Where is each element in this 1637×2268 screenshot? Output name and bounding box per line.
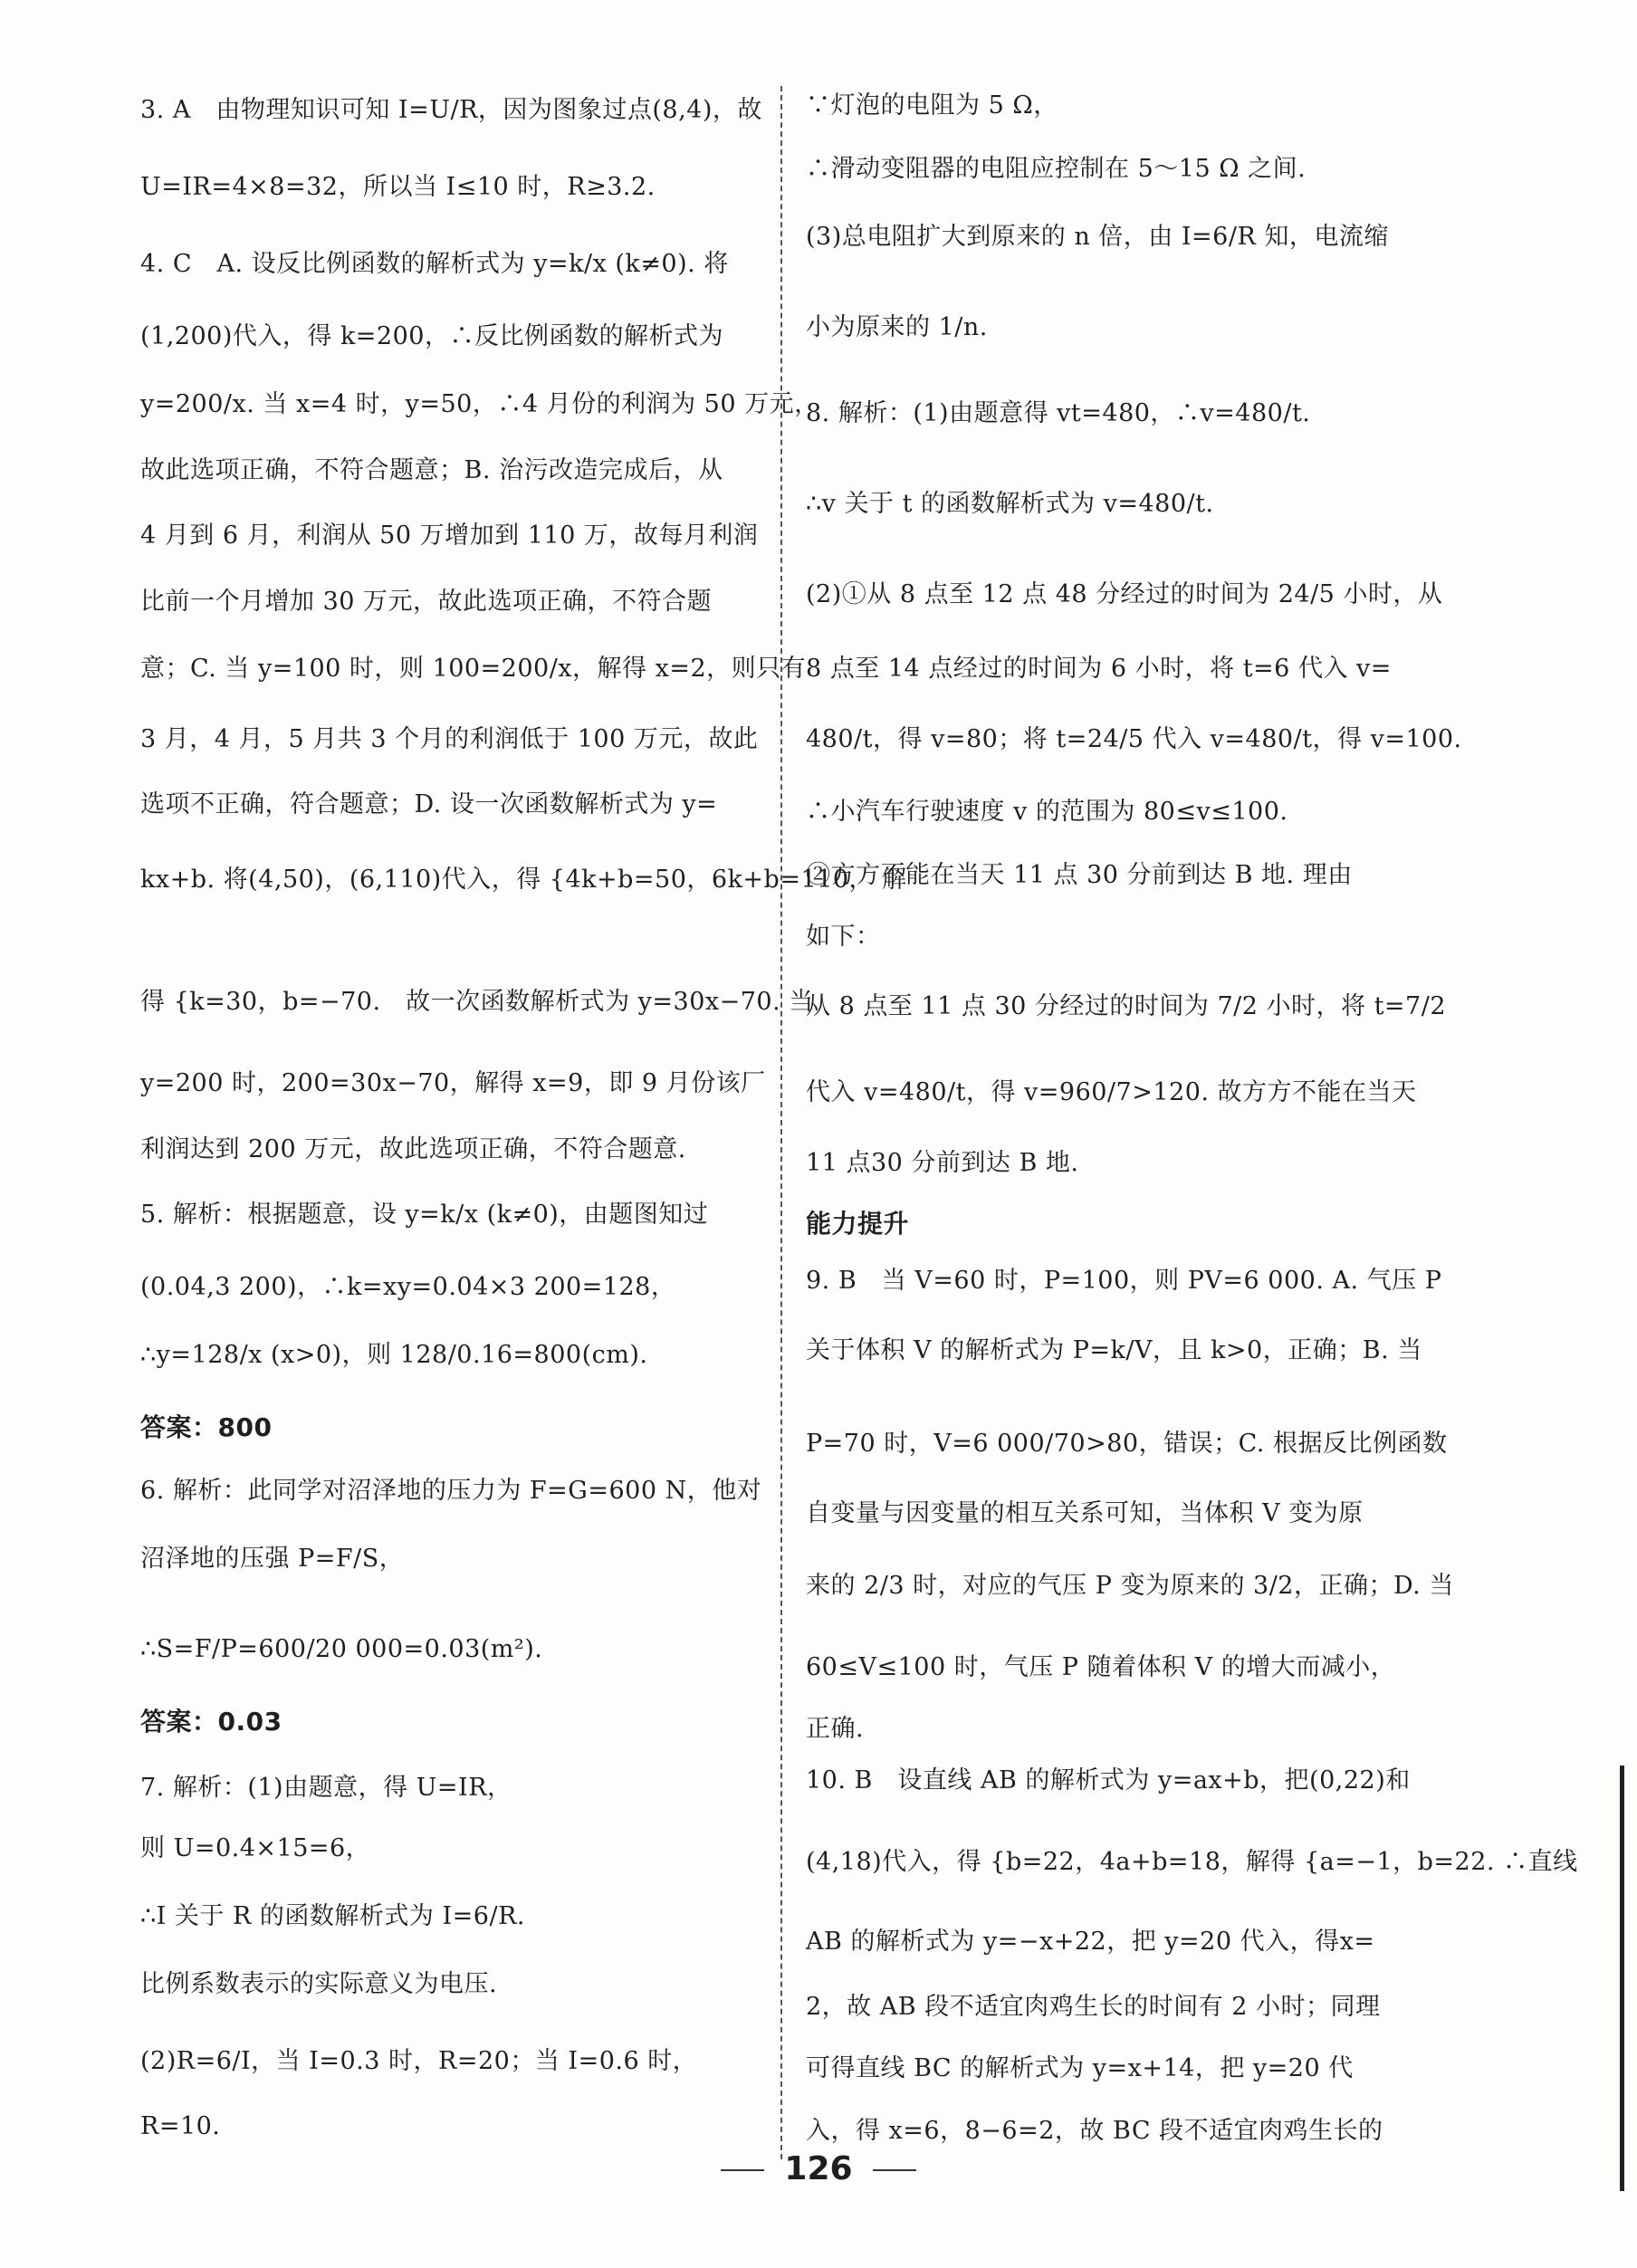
right-column-line: AB 的解析式为 y=−x+22，把 y=20 代入，得x= — [806, 1928, 1375, 1956]
left-column-line: 比前一个月增加 30 万元，故此选项正确，不符合题 — [140, 588, 713, 616]
right-column-line: 60≤V≤100 时，气压 P 随着体积 V 的增大而减小， — [806, 1653, 1396, 1681]
left-column-line: 比例系数表示的实际意义为电压. — [140, 1970, 498, 1998]
right-column-line: 480/t，得 v=80；将 t=24/5 代入 v=480/t，得 v=100. — [806, 725, 1462, 753]
left-column-line: 7. 解析：(1)由题意，得 U=IR， — [140, 1774, 512, 1802]
right-column-line: 自变量与因变量的相互关系可知，当体积 V 变为原 — [806, 1499, 1364, 1527]
left-column-line: 5. 解析：根据题意，设 y=k/x (k≠0)，由题图知过 — [140, 1201, 709, 1229]
right-column-line: ∴小汽车行驶速度 v 的范围为 80≤v≤100. — [806, 798, 1288, 826]
page-number-dash-left — [721, 2169, 764, 2171]
right-column-line: 正确. — [806, 1715, 865, 1743]
left-column-line: ∴y=128/x (x>0)，则 128/0.16=800(cm). — [140, 1341, 648, 1369]
left-column-line: y=200 时，200=30x−70，解得 x=9，即 9 月份该厂 — [140, 1069, 766, 1097]
page-number — [0, 2150, 1637, 2187]
right-column-line: 10. B 设直线 AB 的解析式为 y=ax+b，把(0,22)和 — [806, 1766, 1411, 1794]
left-column-line: R=10. — [140, 2112, 221, 2140]
right-column-line: P=70 时，V=6 000/70>80，错误；C. 根据反比例函数 — [806, 1430, 1448, 1458]
right-column-line: (3)总电阻扩大到原来的 n 倍，由 I=6/R 知，电流缩 — [806, 223, 1389, 251]
right-column-line: 11 点30 分前到达 B 地. — [806, 1149, 1079, 1177]
right-column-line: 入，得 x=6，8−6=2，故 BC 段不适宜肉鸡生长的 — [806, 2117, 1383, 2145]
page-number-dash-right — [873, 2169, 916, 2171]
binding-edge-mark — [1620, 1766, 1624, 2191]
left-column-line: y=200/x. 当 x=4 时，y=50，∴4 月份的利润为 50 万元， — [140, 390, 819, 418]
left-column-line: 选项不正确，符合题意；D. 设一次函数解析式为 y= — [140, 790, 718, 818]
left-column-line: 沼泽地的压强 P=F/S， — [140, 1545, 405, 1573]
right-column-line: 从 8 点至 11 点 30 分经过的时间为 7/2 小时，将 t=7/2 — [806, 992, 1447, 1020]
right-column-line: (4,18)代入，得 {b=22，4a+b=18，解得 {a=−1，b=22. ∴直线 — [806, 1848, 1578, 1876]
page-number-text: 126 — [784, 2150, 853, 2187]
right-column-line: ②方方不能在当天 11 点 30 分前到达 B 地. 理由 — [806, 861, 1353, 889]
left-column-line: (1,200)代入，得 k=200，∴反比例函数的解析式为 — [140, 322, 723, 350]
left-column-line: ∴S=F/P=600/20 000=0.03(m²). — [140, 1635, 543, 1663]
right-column-line: 关于体积 V 的解析式为 P=k/V，且 k>0，正确；B. 当 — [806, 1336, 1422, 1364]
right-column-line: 8 点至 14 点经过的时间为 6 小时，将 t=6 代入 v= — [806, 655, 1392, 683]
left-column-line: 故此选项正确，不符合题意；B. 治污改造完成后，从 — [140, 456, 723, 484]
right-column-line: ∴v 关于 t 的函数解析式为 v=480/t. — [806, 490, 1214, 518]
right-column-line: 如下： — [806, 923, 881, 951]
left-column-line: 3 月，4 月，5 月共 3 个月的利润低于 100 万元，故此 — [140, 725, 759, 753]
right-column-line: (2)①从 8 点至 12 点 48 分经过的时间为 24/5 小时，从 — [806, 580, 1443, 608]
right-column-line: 2，故 AB 段不适宜肉鸡生长的时间有 2 小时；同理 — [806, 1993, 1381, 2021]
left-column-line: ∴I 关于 R 的函数解析式为 I=6/R. — [140, 1902, 525, 1930]
right-column-line: ∴滑动变阻器的电阻应控制在 5～15 Ω 之间. — [806, 155, 1307, 183]
right-column-line: 来的 2/3 时，对应的气压 P 变为原来的 3/2，正确；D. 当 — [806, 1572, 1454, 1600]
right-column-line: 9. B 当 V=60 时，P=100，则 PV=6 000. A. 气压 P — [806, 1267, 1442, 1295]
left-column-line: 4. C A. 设反比例函数的解析式为 y=k/x (k≠0). 将 — [140, 250, 729, 278]
right-column-line: 8. 解析：(1)由题意得 vt=480，∴v=480/t. — [806, 399, 1311, 427]
left-column-line: 3. A 由物理知识可知 I=U/R，因为图象过点(8,4)，故 — [140, 96, 762, 124]
right-column-line: 代入 v=480/t，得 v=960/7>120. 故方方不能在当天 — [806, 1078, 1417, 1106]
left-column-line: 意；C. 当 y=100 时，则 100=200/x，解得 x=2，则只有 — [140, 655, 807, 683]
left-column-line: U=IR=4×8=32，所以当 I≤10 时，R≥3.2. — [140, 173, 656, 201]
left-column-line: 答案：0.03 — [140, 1707, 282, 1737]
left-column-line: 得 {k=30，b=−70. 故一次函数解析式为 y=30x−70. 当 — [140, 988, 814, 1016]
left-column-line: 则 U=0.4×15=6， — [140, 1834, 371, 1862]
column-divider — [780, 86, 782, 2159]
right-column-line: 可得直线 BC 的解析式为 y=x+14，把 y=20 代 — [806, 2054, 1354, 2082]
left-column-line: kx+b. 将(4,50)，(6,110)代入，得 {4k+b=50，6k+b=110， 解 — [140, 866, 907, 894]
left-column-line: (2)R=6/I，当 I=0.3 时，R=20；当 I=0.6 时， — [140, 2047, 698, 2075]
left-column-line: 6. 解析：此同学对沼泽地的压力为 F=G=600 N，他对 — [140, 1477, 762, 1505]
right-column-line: 小为原来的 1/n. — [806, 313, 988, 341]
left-column-line: 4 月到 6 月，利润从 50 万增加到 110 万，故每月利润 — [140, 522, 759, 550]
left-column-line: 答案：800 — [140, 1412, 273, 1442]
left-column-line: (0.04,3 200)，∴k=xy=0.04×3 200=128， — [140, 1273, 676, 1301]
right-column-line: 能力提升 — [806, 1209, 910, 1239]
left-column-line: 利润达到 200 万元，故此选项正确，不符合题意. — [140, 1135, 686, 1163]
right-column-line: ∵灯泡的电阻为 5 Ω， — [806, 91, 1058, 120]
